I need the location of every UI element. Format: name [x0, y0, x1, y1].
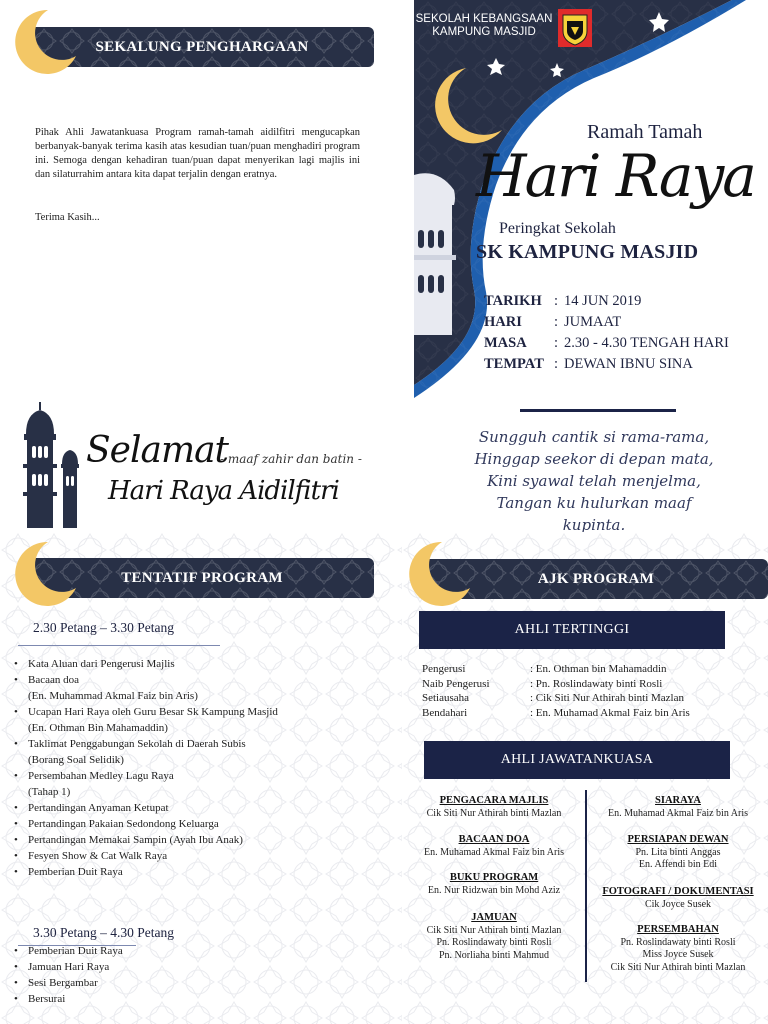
schedule-item: • Fesyen Show & Cat Walk Raya	[14, 848, 394, 864]
detail-key: TARIKH	[484, 293, 542, 309]
ajk-group-heading: FOTOGRAFI / DOKUMENTASI	[602, 886, 754, 897]
detail-value: DEWAN IBNU SINA	[564, 356, 693, 372]
detail-value: 14 JUN 2019	[564, 293, 642, 309]
poem-line: Kini syawal telah menjelma,	[487, 472, 701, 490]
detail-value: 2.30 - 4.30 TENGAH HARI	[564, 335, 729, 351]
member-name: : Cik Siti Nur Athirah binti Mazlan	[530, 692, 684, 704]
school-crest-icon	[558, 9, 592, 47]
school-line-2: KAMPUNG MASJID	[432, 26, 536, 38]
greeting-script-1: Selamat	[86, 430, 229, 471]
crescent-moon-icon	[8, 6, 80, 78]
ajk-group	[408, 834, 580, 859]
greeting-script-2: Hari Raya Aidilfitri	[108, 476, 339, 506]
schedule-panel	[0, 532, 402, 1024]
member-name: : En. Muhamad Akmal Faiz bin Aris	[530, 706, 690, 719]
ajk-group	[592, 834, 764, 872]
top-member-row	[422, 677, 662, 691]
schedule-item: • Bacaan doa	[14, 672, 394, 688]
schedule-banner	[30, 558, 374, 598]
detail-row	[484, 314, 621, 331]
schedule-item: • Taklimat Penggabungan Sekolah di Daerah Subis	[14, 736, 394, 752]
detail-row	[484, 335, 729, 352]
schedule-item: • Pemberian Duit Raya	[14, 864, 394, 880]
school-name-header	[414, 13, 556, 39]
detail-colon: :	[554, 314, 559, 330]
schedule-item: • Pertandingan Memakai Sampin (Ayah Ibu Anak)	[14, 832, 394, 848]
mosque-silhouette-icon	[18, 402, 84, 528]
greeting	[86, 430, 386, 520]
member-name: : En. Othman bin Mahamaddin	[530, 663, 667, 675]
schedule-item: (En. Muhammad Akmal Faiz bin Aris)	[28, 690, 198, 702]
poem-line: Hinggap seekor di depan mata,	[474, 450, 714, 468]
detail-key: TEMPAT	[484, 356, 544, 372]
crescent-moon-icon	[8, 538, 80, 610]
ajk-group	[592, 924, 764, 974]
ajk-group	[408, 872, 580, 897]
ajk-group-heading: BACAAN DOA	[458, 834, 530, 845]
ajk-group-heading: JAMUAN	[471, 912, 517, 923]
event-school: SK KAMPUNG MASJID	[476, 241, 699, 263]
ajk-member: En. Affendi bin Edi	[638, 859, 718, 870]
ajk-member: En. Muhamad Akmal Faiz bin Aris	[424, 846, 564, 858]
ajk-group	[592, 886, 764, 911]
ajk-member: En. Muhamad Akmal Faiz bin Aris	[608, 807, 748, 819]
member-role: Naib Pengerusi	[422, 677, 490, 690]
schedule-item: • Kata Aluan dari Pengerusi Majlis	[14, 656, 394, 672]
member-role: Bendahari	[422, 706, 468, 719]
detail-colon: :	[554, 356, 559, 372]
event-script-title: Hari Raya	[476, 142, 755, 210]
detail-key: HARI	[484, 314, 522, 330]
ajk-group-heading: SIARAYA	[655, 795, 701, 806]
thank-you-closing: Terima Kasih...	[35, 212, 100, 223]
ajk-member: Cik Siti Nur Athirah binti Mazlan	[426, 924, 562, 936]
schedule-item: • Jamuan Hari Raya	[14, 959, 394, 975]
schedule-title: TENTATIF PROGRAM	[121, 569, 283, 586]
detail-key: MASA	[484, 335, 527, 351]
cover-panel	[414, 0, 768, 532]
ajk-member: Pn. Roslindawaty binti Rosli	[620, 936, 736, 948]
schedule-item: (Tahap 1)	[28, 786, 71, 798]
schedule-item: (En. Othman Bin Mahamaddin)	[28, 722, 168, 734]
slot-1-list	[14, 656, 394, 880]
ajk-member: Pn. Lita binti Anggas	[635, 846, 721, 858]
member-role: Pengerusi	[422, 663, 466, 675]
top-committee-banner: AHLI TERTINGGI	[419, 611, 725, 649]
ajk-member: Pn. Roslindawaty binti Rosli	[436, 937, 552, 948]
ajk-member: Cik Siti Nur Athirah binti Mazlan	[610, 961, 746, 973]
poem-divider	[520, 409, 676, 412]
ajk-group	[408, 795, 580, 820]
schedule-item: • Persembahan Medley Lagu Raya	[14, 768, 394, 784]
poem	[474, 426, 714, 532]
ajk-group-heading: PENGACARA MAJLIS	[439, 795, 549, 806]
ajk-banner: AHLI JAWATANKUASA	[424, 741, 730, 779]
top-member-row	[422, 706, 690, 720]
slot-2-heading: 3.30 Petang – 4.30 Petang	[33, 925, 174, 940]
event-line: Ramah Tamah	[587, 121, 703, 143]
ajk-group-heading: PERSIAPAN DEWAN	[627, 834, 729, 845]
ajk-member: Miss Joyce Susek	[642, 949, 714, 960]
detail-value: JUMAAT	[564, 314, 622, 330]
crescent-moon-icon	[402, 538, 474, 610]
schedule-item: • Pertandingan Pakaian Sedondong Keluarga	[14, 816, 394, 832]
committee-banner	[424, 559, 768, 599]
slot-1-heading: 2.30 Petang – 3.30 Petang	[33, 620, 174, 635]
schedule-item: (Borang Soal Selidik)	[28, 754, 124, 766]
detail-colon: :	[554, 293, 559, 309]
slot-2-list	[14, 943, 394, 1007]
ajk-member: Cik Siti Nur Athirah binti Mazlan	[426, 807, 562, 819]
ajk-member: Cik Joyce Susek	[644, 898, 712, 910]
ajk-member: En. Nur Ridzwan bin Mohd Aziz	[427, 884, 561, 896]
member-role: Setiausaha	[422, 692, 470, 704]
ajk-group-heading: BUKU PROGRAM	[449, 872, 539, 883]
schedule-item: • Ucapan Hari Raya oleh Guru Besar Sk Kampung Masjid	[14, 704, 394, 720]
poem-line: Sungguh cantik si rama-rama,	[478, 428, 710, 446]
detail-row	[484, 293, 641, 310]
member-name: : Pn. Roslindawaty binti Rosli	[530, 677, 663, 690]
greeting-small: - maaf zahir dan batin -	[220, 452, 362, 466]
thank-you-banner	[30, 27, 374, 67]
schedule-item: • Pemberian Duit Raya	[14, 943, 394, 959]
thank-you-body: Pihak Ahli Jawatankuasa Program ramah-tamah aidilfitri mengucapkan berbanyak-banyak terima kasih atas kesudian tuan/puan menghadiri program ini. Semoga dengan kehadiran tuan/puan dapat menyerikan lagi majlis ini dan silaturrahim antara kita dapat terjalin dengan eratnya.	[35, 127, 360, 180]
schedule-item: • Sesi Bergambar	[14, 975, 394, 991]
poem-line: Tangan ku hulurkan maaf kupinta.	[496, 494, 692, 532]
schedule-item: • Bersurai	[14, 991, 394, 1007]
committee-title: AJK PROGRAM	[537, 570, 655, 587]
school-line-1: SEKOLAH KEBANGSAAN	[415, 13, 553, 25]
schedule-item: • Pertandingan Anyaman Ketupat	[14, 800, 394, 816]
ajk-group	[408, 912, 580, 962]
top-member-row	[422, 662, 667, 676]
committee-panel	[402, 532, 768, 1024]
ajk-column-divider	[585, 790, 587, 982]
slot-1-underline	[18, 645, 220, 646]
ajk-group-heading: PERSEMBAHAN	[637, 924, 719, 935]
top-member-row	[422, 691, 684, 705]
ajk-group	[592, 795, 764, 820]
detail-colon: :	[554, 335, 559, 351]
thank-you-title: SEKALUNG PENGHARGAAN	[95, 38, 309, 55]
event-level: Peringkat Sekolah	[499, 220, 616, 237]
detail-row	[484, 356, 693, 373]
thank-you-panel	[0, 0, 414, 532]
ajk-member: Pn. Norliaha binti Mahmud	[439, 949, 549, 961]
